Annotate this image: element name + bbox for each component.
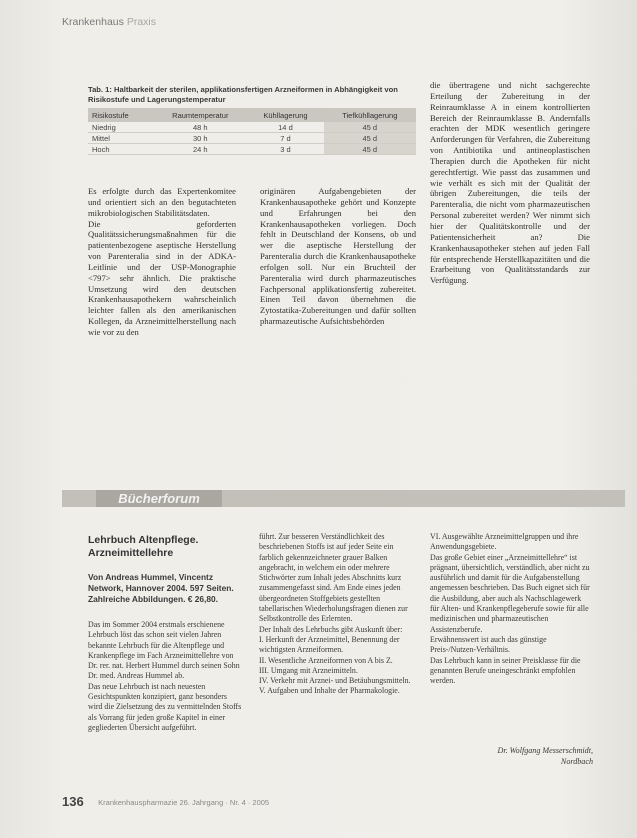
table-header-cell: Risikostufe (88, 108, 153, 122)
table-cell: Hoch (88, 144, 153, 155)
book-meta: Von Andreas Hummel, Vincentz Network, Hannover 2004. 597 Seiten. Zahlreiche Abbildungen. € 26,80. (88, 572, 234, 604)
table-row (88, 133, 416, 144)
table-cell: Mittel (88, 133, 153, 144)
review-list-item: VI. Ausgewählte Arzneimittelgruppen und ihre Anwendungsgebiete. (430, 532, 579, 552)
running-header (62, 16, 156, 28)
reviewer-name: Dr. Wolfgang Messerschmidt, (497, 746, 593, 755)
reviewer-signature (430, 745, 593, 767)
article-paragraph: originären Aufgabengebieten der Krankenhausapotheke gehört und Konzepte und Erfahrungen bei den Krankenhausapotheken vorliegen. Doch fehlt in Deutschland der Konsens, ob und wer die aseptische Herstellung der Parenteralia durch die Krankenhausapotheke erfolgen soll. Nur ein Bruchteil der Parenteralia wird durch pharmazeutisches Fachpersonal applikationsfertig zubereitet. Einen Teil davon übernehmen die Zytostatika-Zubereitungen und dafür sollten pharmazeutische Aufsichtsbehörden (260, 186, 416, 327)
table-cell: 30 h (153, 133, 247, 144)
review-paragraph: führt. Zur besseren Verständlichkeit des beschriebenen Stoffs ist auf jeder Seite ein farblich gekennzeichneter grauer Balken angebracht, in welchem ein oder mehrere Stichwörter zum Inhalt jedes Abschnitts kurz zusammengefasst sind. Am Ende eines jeden übergeordneten Stoffgebiets gestellten tabellarischen Wiederholungsfragen dienen zur Selbstkontrolle des Erlernten. (259, 532, 408, 624)
article-paragraph: Es erfolgte durch das Expertenkomitee und orientiert sich an den begutachteten mikrobiologischen Stabilitätsdaten. (88, 186, 236, 218)
stability-table (88, 108, 416, 155)
section-band-label: Bücherforum (96, 490, 222, 507)
review-paragraph: Erwähnenswert ist auch das günstige Preis-/Nutzen-Verhältnis. (430, 634, 547, 655)
table-header-cell: Kühllagerung (247, 108, 323, 122)
table-cell: 45 d (324, 122, 416, 133)
review-list-item: I. Herkunft der Arzneimittel, Benennung der wichtigsten Arzneiformen. (259, 634, 400, 655)
table-row (88, 144, 416, 155)
review-list-item: II. Wesentliche Arzneiformen von A bis Z. (259, 655, 393, 665)
review-list-item: V. Aufgaben und Inhalte der Pharmakologie. (259, 686, 400, 696)
table-header-row (88, 108, 416, 122)
table-cell: Niedrig (88, 122, 153, 133)
review-column-3 (430, 532, 592, 686)
table-caption: Tab. 1: Haltbarkeit der sterilen, applikationsfertigen Arzneiformen in Abhängigkeit von Risikostufe und Lagerungstemperatur (88, 85, 398, 104)
table-cell: 7 d (247, 133, 323, 144)
table-header-cell: Raumtemperatur (153, 108, 247, 122)
article-column-3 (430, 80, 590, 286)
table-cell: 45 d (324, 144, 416, 155)
article-paragraph: die übertragene und nicht sachgerechte Erteilung der Zubereitung in der Reinraumklasse A in einem kontrollierten Bereich der Reinraumklasse B. Andernfalls erachten der MDK wesentlich geringere Anforderungen für Verfahren, die Zubereitung von Antibiotika und antineoplastischen Therapien durch die Apotheken für nicht gerechtfertigt. Wie passt das zusammen und wie verhält es sich mit der Qualität der übrigen Zubereitungen, die teils der Parenteralia, die nicht vom pharmazeutischen Personal zubereitet werden? Wer nimmt sich hier der Qualitätskontrolle und der Patientensicherheit an? Die Krankenhausapotheker stehen auf jeden Fall für entsprechende Herstellkapazitäten und die Erarbeitung von Qualitätsstandards zur Verfügung. (430, 80, 590, 286)
table-cell: 48 h (153, 122, 247, 133)
journal-section-subtitle: Praxis (126, 16, 156, 28)
table-cell: 14 d (247, 122, 323, 133)
table-header-cell: Tiefkühllagerung (324, 108, 416, 122)
table-row (88, 122, 416, 133)
article-paragraph: Die geforderten Qualitätssicherungsmaßnahmen für die patientenbezogene aseptische Herstellung von Parenteralia sind in der ADKA-Leitlinie und der USP-Monographie <797> sehr ähnlich. Die praktische Umsetzung wird den deutschen Krankenhausapothekern wahrscheinlich leichter fallen als den amerikanischen Kollegen, da Arzneimittelherstellung nach wie vor zu den (88, 218, 236, 337)
review-paragraph: Das im Sommer 2004 erstmals erschienene Lehrbuch löst das schon seit vielen Jahren bekannte Lehrbuch für die Altenpflege und Krankenpflege im Fach Arzneimittellehre von Dr. rer. nat. Herbert Hummel durch seinen Sohn Dr. med. Andreas Hummel ab. (88, 620, 240, 681)
reviewer-city: Nordbach (560, 757, 593, 766)
journal-section-title: Krankenhaus (62, 16, 124, 28)
review-paragraph: Das große Gebiet einer „Arzneimittellehre“ ist prägnant, übersichtlich, verständlich, aber nicht zu ausführlich und damit für die Aufgabenstellung angemessen beschrieben. Das Buch eignet sich für die Ausbildung, aber auch als Nachschlagewerk für Alten- und Krankenpflegeberufe sowie für alle medizinischen und pharmazeutischen Assistenzberufe. (430, 552, 590, 634)
review-list-item: III. Umgang mit Arzneimitteln. (259, 665, 358, 675)
page-footer (62, 793, 269, 811)
table-cell: 3 d (247, 144, 323, 155)
table-cell: 45 d (324, 133, 416, 144)
page-number: 136 (62, 794, 84, 809)
review-list-item: IV. Verkehr mit Arznei- und Betäubungsmitteln. (259, 676, 411, 686)
review-paragraph: Das Lehrbuch kann in seiner Preisklasse für die genannten Berufe uneingeschränkt empfohlen werden. (430, 655, 581, 686)
book-title: Lehrbuch Altenpflege. Arzneimittellehre (88, 534, 199, 559)
review-paragraph: Das neue Lehrbuch ist nach neuesten Gesichtspunkten konzipiert, ganz besonders wird die Zielsetzung des zu vermittelnden Stoffs als Vorrang für jeden große Kapitel in einer gegliederten Übersicht aufgeführt. (88, 681, 242, 732)
article-column-2 (260, 186, 416, 327)
journal-source: Krankenhauspharmazie 26. Jahrgang · Nr. 4 · 2005 (98, 798, 270, 807)
article-column-1 (88, 186, 236, 338)
table-cell: 24 h (153, 144, 247, 155)
review-paragraph: Der Inhalt des Lehrbuchs gibt Auskunft über: (259, 624, 403, 634)
review-column-2 (259, 532, 417, 697)
review-column-1 (88, 620, 243, 733)
section-band (62, 490, 625, 507)
